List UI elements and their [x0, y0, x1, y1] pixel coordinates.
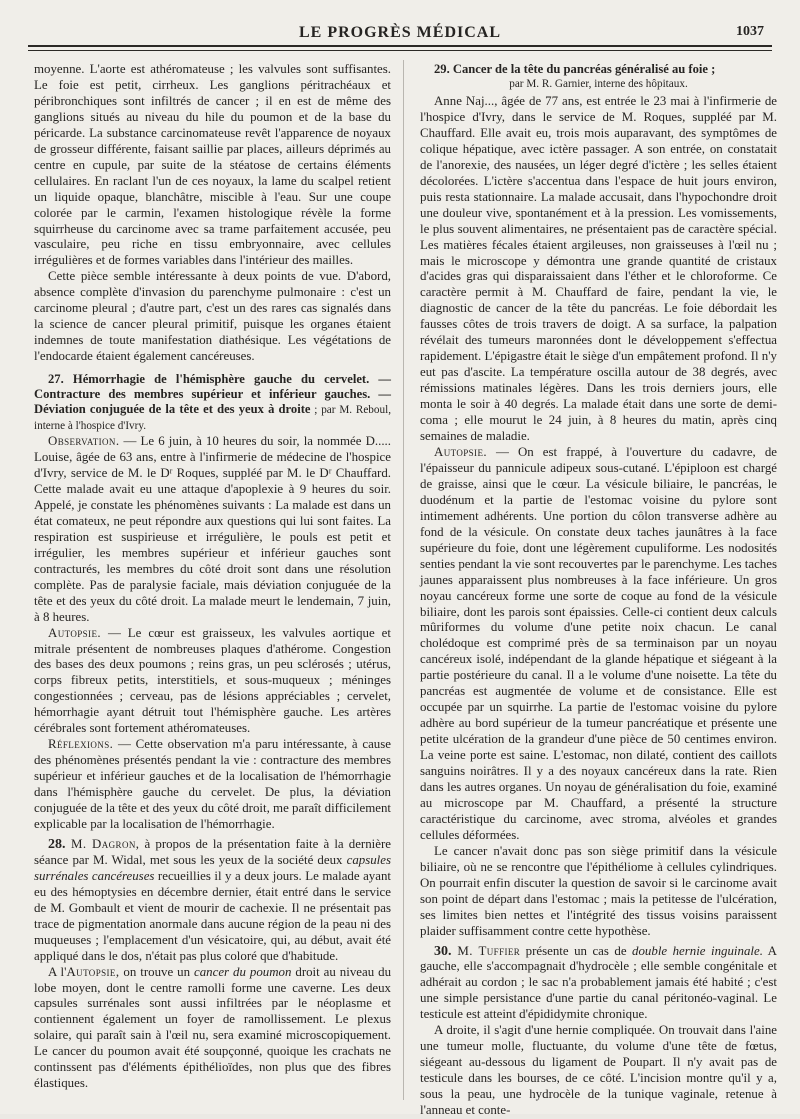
- section-number: 29.: [434, 62, 450, 76]
- section-29-heading: [420, 62, 777, 77]
- paragraph: Le cancer n'avait donc pas son siège primitif dans la vésicule biliaire, où ne se rencontre que l'épithéliome à cellules cylindriques. On pourrait enfin discuter la question de savoir si le carcinome avait son point de départ dans l'estomac ; mais la petitesse de l'ulcération, ses limites bien nettes et l'intégrité des tissus voisins paraissent plaider suffisamment contre cette hypothèse.: [420, 843, 777, 938]
- paragraph: Cette pièce semble intéressante à deux points de vue. D'abord, absence complète d'invasion du parenchyme pulmonaire : c'est un carcinome pleural ; d'autre part, c'est un des rares cas signalés dans la science de cancer pleural primitif, puisque les organes étaient indemnes de toute manifestation diathésique. Les végétations de l'endocarde étaient également cancéreuses.: [34, 269, 391, 364]
- section-number: 30.: [434, 943, 452, 959]
- section-author: M. Tuffier: [451, 943, 521, 958]
- paragraph-text: — Cette observation m'a paru intéressante, à cause des phénomènes présentés pendant la vie : contracture des membres supérieur et inférieur gauches et de la localisation de l'hémorrhagie dans l'hémisphère gauche du cervelet. De plus, la déviation conjuguée de la tête et des yeux du côté droit, me paraît difficilement explicable par la localisation de l'hémorrhagie.: [34, 737, 391, 831]
- paragraph-text: on trouve un: [119, 964, 194, 979]
- run-in-label: Autopsie.: [434, 444, 487, 459]
- section-28: [34, 837, 391, 965]
- italic-term: cancer du poumon: [194, 964, 292, 979]
- paragraph-text: — Le cœur est graisseux, les valvules aortique et mitrale présentent de nombreuses plaques d'athérome. Congestion des bases des deux poumons ; reins gras, un peu sclérosés ; utérus, corps fibreux petits, interstitiels, et sous-muqueux ; méninges congestionnées ; cerveau, pas de lésions appréciables ; cervelet, hémorrhagie ayant détruit tout l'hémisphère gauche. Les artères cérébrales sont fortement athéromateuses.: [34, 625, 391, 736]
- section-27-heading: [34, 372, 391, 434]
- paragraph: moyenne. L'aorte est athéromateuse ; les valvules sont suffisantes. Le foie est petit, cirrheux. Les ganglions péritrachéaux et péribronchiques sont infiltrés de cancer ; il en est de même des ganglions situés au niveau du hile du poumon et de la base du péricarde. La substance carcinomateuse revêt l'apparence de noyaux de grosseur différente, faisant saillie par places, ailleurs déprimés au centre en cupule, par suite de la stéatose de certains éléments cellulaires. En raclant l'un de ces noyaux, la lame du scalpel retient un liquide opaque, blanchâtre, miscible à l'eau. Sur une coupe colorée par le carmin, l'examen histologique révèle la forme squirrheuse du carcinome avec sa trame parfaitement accusée, peu vasculaire, peu riche en tissu embryonnaire, avec cellules irrégulières et de formes variables dans l'intérieur des mailles.: [34, 62, 391, 268]
- right-column: [420, 62, 777, 1119]
- section-byline: par M. R. Garnier, interne des hôpitaux.: [509, 78, 688, 90]
- run-in-label: Autopsie,: [66, 964, 120, 979]
- paragraph-text: A gauche, elle s'accompagnait d'hydrocèle ; elle semble congénitale et adhérait au cordon ; le sac n'a probablement jamais été habité ; c'est une simple persistance d'une partie du canal péritonéo-vaginal. Le testicule est atteint d'épididymite chronique.: [420, 943, 777, 1022]
- paragraph-text: recueillies il y a deux jours. Le malade ayant eu des hémoptysies en décembre dernier, était entré dans le service de M. Gombault et vient de mourir de cachexie. Il ne présentait pas trace de pigmentation anormale dans aucune région de la peau ni des muqueuses ; l'emplacement d'un vésicatoire, qui, au début, avait été appliqué dans le dos, n'était pas plus coloré que d'habitude.: [34, 868, 391, 963]
- paragraph-text: présente un cas de: [520, 943, 633, 958]
- column-divider: [403, 60, 404, 1100]
- section-title: Cancer de la tête du pancréas généralisé au foie ;: [452, 62, 716, 76]
- paragraph: [34, 626, 391, 738]
- section-title: Hémorrhagie de l'hémisphère gauche du cervelet. — Contracture des membres supérieur et inférieur gauches. — Déviation conjuguée de la tête et des yeux à droite: [34, 372, 392, 417]
- header-rule-thin: [28, 50, 772, 51]
- section-number: 28.: [48, 836, 66, 852]
- paragraph: A droite, il s'agit d'une hernie compliquée. On trouvait dans l'aine une tumeur molle, fluctuante, du volume d'une tête de fœtus, siégeant au-dessous du ligament de Poupart. Il n'y avait pas de testicule dans les bourses, de ce côté. L'incision montre qu'il y a, sous la peau, une hydrocèle de la tunique vaginale, retenue à l'anneau et conte-: [420, 1023, 777, 1118]
- paragraph: [34, 434, 391, 625]
- running-title: LE PROGRÈS MÉDICAL: [298, 24, 502, 41]
- paragraph-text: droit au niveau du lobe moyen, dont le centre ramolli forme une caverne. Les deux capsules surrénales sont aussi infiltrées par le néoplasme et contiennent également un foyer de ramollissement. Le plexus solaire, qui paraît sain à l'œil nu, sera examiné microscopiquement. Le cancer du poumon avait été soupçonné, quoique les crachats ne continssent pas d'éléments épithélioïdes, non plus que des fibres élastiques.: [34, 964, 392, 1091]
- run-in-label: Autopsie.: [48, 625, 101, 640]
- paragraph: Anne Naj..., âgée de 77 ans, est entrée le 23 mai à l'infirmerie de l'hospice d'Ivry, dans le service de M. Roques, suppléé par M. Chauffard. Elle avait eu, trois mois auparavant, des symptômes de colique hépatique, avec ictère passager. A son entrée, on constatait de l'anorexie, des nausées, un léger degré d'ictère ; les selles étaient décolorées. L'ictère s'accentua dans l'espace de huit jours environ, puis resta stationnaire. La malade accusait, dans l'hypochondre droit une douleur vive, spontanément et à la pression. Les vomissements, le plus souvent alimentaires, ne présentaient pas de caractère spécial. Les matières fécales étaient argileuses, non graisseuses à l'œil nu ; mais le microscope y démontra une grande quantité de cristaux d'acides gras qui disparaissaient dans l'éther et le chloroforme. Ce caractère permit à M. Chauffard de faire, pendant la vie, le diagnostic de cancer de la tête du pancréas. Le foie débordait les fausses côtes de trois travers de doigt. A sa surface, la palpation révélait des tumeurs maronnées dont le développement s'effectua rapidement. L'épigastre était le siège d'un empâtement profond. Il n'y eut pas d'ascite. La température oscilla autour de 38 degrés, avec rémissions matinales légères. Dans les trois derniers jours, elle monta le soir à 40 degrés. La malade était dans une sorte de demi-coma ; elle mourut le 24 juin, à 8 heures du matin, après cinq semaines de maladie.: [420, 94, 777, 444]
- section-30: [420, 944, 777, 1024]
- section-number: 27.: [48, 372, 64, 387]
- paragraph: [420, 445, 777, 844]
- paragraph-text: A l': [48, 964, 67, 979]
- header-rule: [28, 45, 772, 47]
- paragraph-text: — On est frappé, à l'ouverture du cadavre, de l'épaisseur du pannicule adipeux sous-cutané. L'épiploon est chargé de graisse, ainsi que le cœur. La vésicule biliaire, le pancréas, le duodénum et la partie de l'estomac voisine du pylore sont intimement adhérents. Une portion du côlon transverse adhère au fond de la vésicule. On constate deux taches jaunâtres à la face supérieure du foie, dont une légèrement cupuliforme. Les nodosités senties pendant la vie sont recouvertes par le parenchyme. Les taches jaunes apparaissent plus nombreuses à la face inférieure. Un gros noyau cancéreux forme une sorte de coque au fond de la vésicule biliaire, dont les parois sont épaissies. Celle-ci contient deux calculs mûriformes du volume d'une petite noix chacun. Le canal cholédoque est comprimé près de sa terminaison par un noyau cancéreux isolé, indépendant de la glande hépatique et siégeant à la partie postérieure du canal. Il a le volume d'une noisette. La tête du pancréas est augmentée de volume et de consistance. Elle est occupée par un squirrhe. La partie de l'estomac voisine du pylore adhère au bord supérieur de la tumeur pancréatique et présente une petite ulcération de la grandeur d'une pièce de 50 centimes environ. La veine porte est saine. L'estomac, non dilaté, contient des caillots sanguins noirâtres. Il y a des noyaux cancéreux dans la rate. Rien dans les autres organes. Un noyau de généralisation du foie, examiné au microscope par M. Chauffard, a présenté la structure caractéristique du carcinome, avec stroma, alvéoles et grandes cellules déformées.: [420, 444, 777, 842]
- paragraph: [34, 965, 391, 1093]
- run-in-label: Réflexions.: [48, 737, 114, 752]
- italic-term: double hernie inguinale.: [632, 943, 763, 958]
- page-number: 1037: [736, 24, 764, 39]
- paragraph-text: — Le 6 juin, à 10 heures du soir, la nommée D..... Louise, âgée de 63 ans, entre à l'infirmerie de médecine de l'hospice d'Ivry, service de M. le Dʳ Roques, suppléé par M. le Dʳ Chauffard. Cette malade avait eu une attaque d'apoplexie à 9 heures du soir. Appelé, je constate les phénomènes suivants : La malade est dans un état comateux, ne peut répondre aux questions qui lui sont faites. La respiration est suspirieuse et irrégulière, le pouls est petit et irrégulier, les membres supérieur et inférieur gauches sont contracturés, les membres du côté droit sont dans une résolution complète. Pas de paralysie faciale, mais déviation conjuguée de la tête et des yeux du côté droit. La malade meurt le lendemain, 7 juin, à 8 heures.: [34, 434, 391, 624]
- page-header: [28, 24, 772, 46]
- paragraph-text: à propos de la présentation faite à la dernière séance par M. Widal, met sous les yeux de la société deux: [34, 836, 391, 867]
- paragraph: [34, 737, 391, 833]
- section-author: M. Dagron,: [65, 836, 140, 851]
- section-author: ; par M. Reboul, interne à l'hospice d'Ivry.: [34, 404, 391, 433]
- run-in-label: Observation.: [48, 434, 120, 449]
- italic-term: capsules surrénales cancéreuses: [34, 852, 391, 883]
- left-column: [34, 62, 391, 1092]
